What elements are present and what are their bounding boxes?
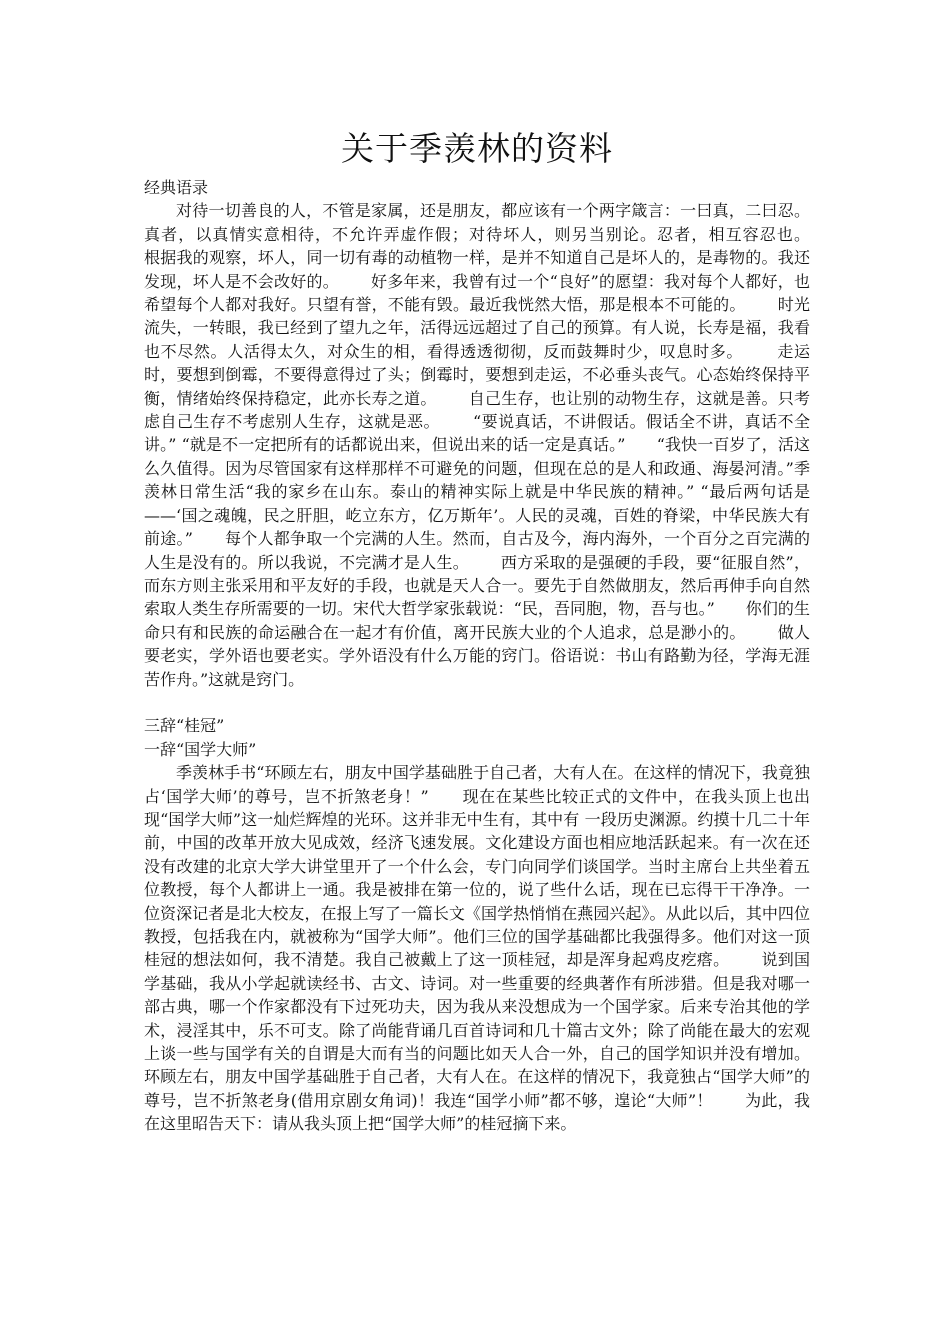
section-paragraph-classic-quotes: 对待一切善良的人，不管是家属，还是朋友，都应该有一个两字箴言：一曰真，二曰忍。真者，以真情实意相待，不允许弄虚作假；对待坏人，则另当别论。忍者，相互容忍也。 根据我的观察，坏人，同一切有毒的动植物一样，是并不知道自己是坏人的，是毒物的。我还发现，坏人是不会改好的。 好多年来，我曾有过一个“良好”的愿望：我对每个人都好，也希望每个人都对我好。只望有誉，不能有毁。最近我恍然大悟，那是根本不可能的。 时光流失，一转眼，我已经到了望九之年，活得远远超过了自己的预算。有人说，长寿是福，我看也不尽然。人活得太久，对众生的相，看得透透彻彻，反而鼓舞时少，叹息时多。 走运时，要想到倒霉，不要得意得过了头；倒霉时，要想到走运，不必垂头丧气。心态始终保持平衡，情绪始终保持稳定，此亦长寿之道。 自己生存，也让别的动物生存，这就是善。只考虑自己生存不考虑别人生存，这就是恶。 “要说真话，不讲假话。假话全不讲，真话不全讲。” “就是不一定把所有的话都说出来，但说出来的话一定是真话。” “我快一百岁了，活这么久值得。因为尽管国家有这样那样不可避免的问题，但现在总的是人和政通、海晏河清。”季羡林日常生活“我的家乡在山东。泰山的精神实际上就是中华民族的精神。” “最后两句话是——‘国之魂魄，民之肝胆，屹立东方，亿万斯年’。人民的灵魂，百姓的脊梁，中华民族大有前途。” 每个人都争取一个完满的人生。然而，自古及今，海内海外，一个百分之百完满的人生是没有的。所以我说，不完满才是人生。 西方采取的是强硬的手段，要“征服自然”，而东方则主张采用和平友好的手段，也就是天人合一。要先于自然做朋友，然后再伸手向自然索取人类生存所需要的一切。宋代大哲学家张载说：“民，吾同胞，物，吾与也。” 你们的生命只有和民族的命运融合在一起才有价值，离开民族大业的个人追求，总是渺小的。 做人要老实，学外语也要老实。学外语没有什么万能的窍门。俗语说：书山有路勤为径，学海无涯苦作舟。”这就是窍门。 [144, 201, 841, 689]
section-heading-three-refusals: 三辞“桂冠” [144, 716, 225, 736]
document-page [144, 126, 841, 1136]
section-spacer [144, 691, 810, 714]
section-heading-classic-quotes: 经典语录 [144, 178, 209, 197]
document-title: 关于季羡林的资料 [341, 129, 613, 168]
section-subheading-first-refusal: 一辞“国学大师” [144, 739, 257, 759]
section-paragraph-first-refusal: 季羡林手书“环顾左右，朋友中国学基础胜于自己者，大有人在。在这样的情况下，我竟独占‘国学大师’的尊号，岂不折煞老身！” 现在在某些比较正式的文件中，在我头顶上也出现“国学大师”这一灿烂辉煌的光环。这并非无中生有，其中有 一段历史渊源。约摸十几二十年前，中国的改革开放大见成效，经济飞速发展。文化建设方面也相应地活跃起来。有一次在还没有改建的北京大学大讲堂里开了一个什么会，专门向同学们谈国学。当时主席台上共坐着五位教授，每个人都讲上一通。我是被排在第一位的，说了些什么话，现在已忘得干干净净。一位资深记者是北大校友，在报上写了一篇长文《国学热悄悄在燕园兴起》。从此以后，其中四位教授，包括我在内，就被称为“国学大师”。他们三位的国学基础都比我强得多。他们对这一顶桂冠的想法如何，我不清楚。我自己被戴上了这一顶桂冠，却是浑身起鸡皮疙瘩。 说到国学基础，我从小学起就读经书、古文、诗词。对一些重要的经典著作有所涉猎。但是我对哪一部古典，哪一个作家都没有下过死功夫，因为我从来没想成为一个国学家。后来专治其他的学术，浸淫其中，乐不可支。除了尚能背诵几百首诗词和几十篇古文外；除了尚能在最大的宏观上谈一些与国学有关的自谓是大而有当的问题比如天人合一外，自己的国学知识并没有增加。环顾左右，朋友中国学基础胜于自己者，大有人在。在这样的情况下，我竟独占“国学大师”的尊号，岂不折煞老身(借用京剧女角词)！我连“国学小师”都不够，遑论“大师”！ 为此，我在这里昭告天下：请从我头顶上把“国学大师”的桂冠摘下来。 [144, 763, 810, 1134]
